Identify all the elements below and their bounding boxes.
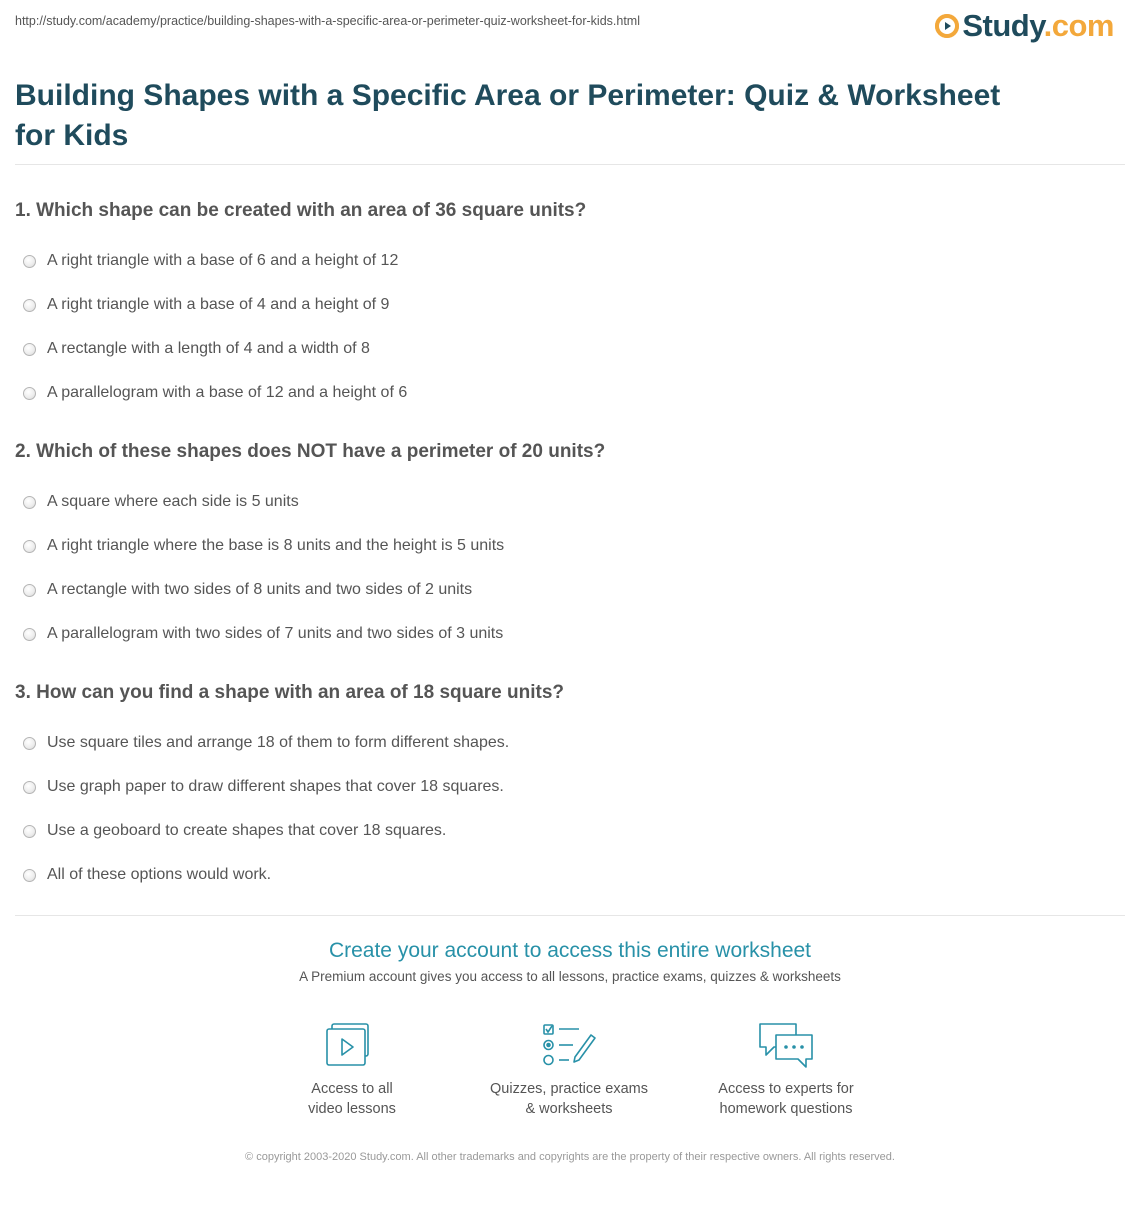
- feature-video-lessons: [252, 1021, 452, 1119]
- answer-options: [15, 224, 1125, 439]
- answer-option[interactable]: [15, 371, 1125, 415]
- feature-experts: [686, 1021, 886, 1119]
- radio-button[interactable]: [23, 540, 36, 553]
- answer-option[interactable]: [15, 283, 1125, 327]
- answer-option[interactable]: [15, 524, 1125, 568]
- feature-label-line: video lessons: [308, 1101, 396, 1117]
- answer-option[interactable]: [15, 721, 1125, 765]
- question-text: 1. Which shape can be created with an area of 36 square units?: [15, 200, 587, 221]
- copyright-notice: © copyright 2003-2020 Study.com. All other trademarks and copyrights are the property of their respective owners. All rights reserved.: [245, 1151, 895, 1163]
- radio-button[interactable]: [23, 343, 36, 356]
- logo-text: Study: [962, 8, 1044, 43]
- radio-button[interactable]: [23, 869, 36, 882]
- answer-label: A parallelogram with two sides of 7 units and two sides of 3 units: [47, 625, 504, 642]
- answer-label: A right triangle with a base of 6 and a height of 12: [47, 252, 399, 269]
- feature-label-line: & worksheets: [525, 1101, 613, 1117]
- page-url: http://study.com/academy/practice/building-shapes-with-a-specific-area-or-perimeter-quiz-worksheet-for-kids.html: [15, 14, 640, 28]
- answer-option[interactable]: [15, 765, 1125, 809]
- answer-option[interactable]: [15, 568, 1125, 612]
- feature-label: [686, 1079, 886, 1119]
- radio-button[interactable]: [23, 781, 36, 794]
- answer-option[interactable]: [15, 809, 1125, 853]
- radio-button[interactable]: [23, 628, 36, 641]
- answer-label: A parallelogram with a base of 12 and a height of 6: [47, 384, 408, 401]
- answer-option[interactable]: [15, 612, 1125, 656]
- answer-options: [15, 706, 1125, 921]
- answer-option[interactable]: [15, 853, 1125, 897]
- study-logo[interactable]: [935, 8, 1114, 44]
- answer-label: A right triangle where the base is 8 units and the height is 5 units: [47, 537, 505, 554]
- question-3: [15, 680, 1125, 921]
- question-2: [15, 439, 1125, 680]
- answer-label: A square where each side is 5 units: [47, 493, 299, 510]
- answer-label: All of these options would work.: [47, 866, 272, 883]
- answer-options: [15, 465, 1125, 680]
- section-divider: [15, 915, 1125, 916]
- premium-features: [252, 1021, 886, 1119]
- radio-button[interactable]: [23, 737, 36, 750]
- feature-label-line: Access to experts for: [718, 1081, 854, 1097]
- answer-label: A rectangle with a length of 4 and a width of 8: [47, 340, 370, 357]
- video-lessons-icon: [320, 1021, 384, 1069]
- question-text: 3. How can you find a shape with an area of 18 square units?: [15, 682, 565, 703]
- radio-button[interactable]: [23, 825, 36, 838]
- feature-label-line: homework questions: [719, 1101, 853, 1117]
- feature-quizzes: [469, 1021, 669, 1119]
- answer-option[interactable]: [15, 327, 1125, 371]
- cta-heading[interactable]: Create your account to access this entire worksheet: [328, 939, 812, 962]
- radio-button[interactable]: [23, 584, 36, 597]
- answer-label: Use a geoboard to create shapes that cover 18 squares.: [47, 822, 447, 839]
- answer-label: Use square tiles and arrange 18 of them to form different shapes.: [47, 734, 510, 751]
- chat-bubbles-icon: [754, 1021, 818, 1069]
- radio-button[interactable]: [23, 255, 36, 268]
- quiz-questions: [15, 198, 1125, 921]
- answer-option[interactable]: [15, 480, 1125, 524]
- answer-label: A rectangle with two sides of 8 units and two sides of 2 units: [47, 581, 473, 598]
- quiz-checklist-icon: [537, 1021, 601, 1069]
- question-text: 2. Which of these shapes does NOT have a perimeter of 20 units?: [15, 441, 606, 462]
- answer-label: A right triangle with a base of 4 and a height of 9: [47, 296, 390, 313]
- radio-button[interactable]: [23, 387, 36, 400]
- logo-suffix: .com: [1043, 8, 1114, 43]
- radio-button[interactable]: [23, 299, 36, 312]
- play-circle-icon: [935, 14, 959, 38]
- cta-subheading: A Premium account gives you access to all lessons, practice exams, quizzes & worksheets: [299, 969, 841, 984]
- feature-label: [469, 1079, 669, 1119]
- question-1: [15, 198, 1125, 439]
- radio-button[interactable]: [23, 496, 36, 509]
- title-divider: [15, 164, 1125, 165]
- page-title: Building Shapes with a Specific Area or Perimeter: Quiz & Worksheet for Kids: [15, 79, 1001, 152]
- feature-label-line: Quizzes, practice exams: [490, 1081, 648, 1097]
- logo-wordmark: [962, 8, 1114, 44]
- feature-label-line: Access to all: [311, 1081, 393, 1097]
- answer-option[interactable]: [15, 239, 1125, 283]
- feature-label: [252, 1079, 452, 1119]
- answer-label: Use graph paper to draw different shapes that cover 18 squares.: [47, 778, 504, 795]
